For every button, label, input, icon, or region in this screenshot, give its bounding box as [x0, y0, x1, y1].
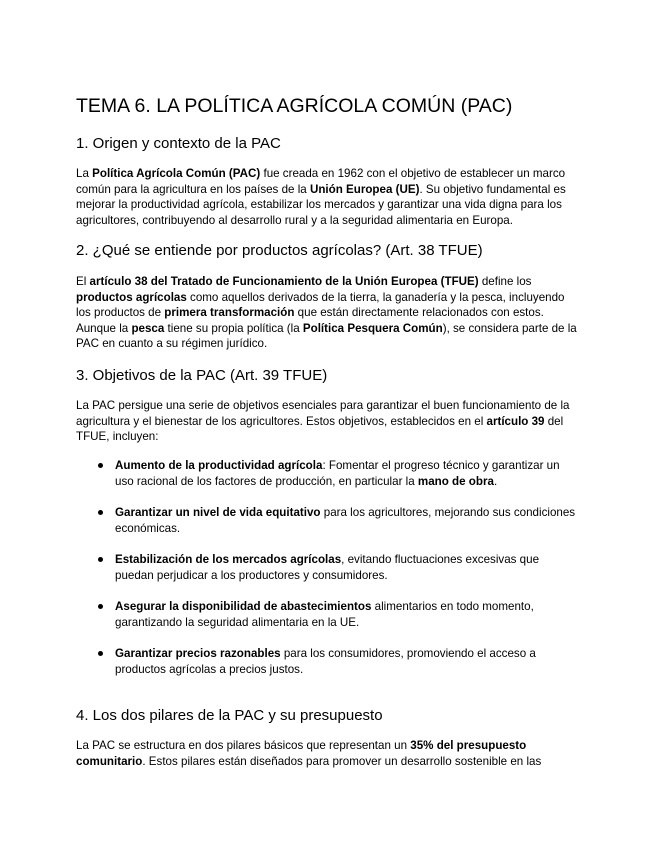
list-item-text	[115, 552, 577, 583]
list-item-text	[115, 505, 577, 536]
text-run: alimentarios en todo momento, garantizando la seguridad alimentaria en la UE.	[115, 600, 534, 629]
page-title: TEMA 6. LA POLÍTICA AGRÍCOLA COMÚN (PAC)	[76, 95, 513, 117]
bold-text-run: artículo 38 del Tratado de Funcionamiento de la Unión Europea (TFUE)	[89, 275, 479, 288]
section-heading-productos: 2. ¿Qué se entiende por productos agrícolas? (Art. 38 TFUE)	[76, 242, 483, 259]
bold-text-run: Unión Europea (UE)	[309, 182, 420, 196]
text-run: : Fomentar el progreso técnico y garantizar un uso racional de los factores de producción, en particular la	[115, 459, 560, 488]
section-heading-origen: 1. Origen y contexto de la PAC	[76, 135, 281, 152]
bullet-icon	[98, 604, 103, 609]
bold-text-run: Garantizar un nivel de vida equitativo	[115, 506, 321, 519]
section-paragraph-productos	[76, 274, 581, 352]
bold-text-run: mano de obra	[417, 474, 494, 488]
text-run: . Su objetivo fundamental es mejorar la productividad agrícola, estabilizar los mercados y garantizar una vida digna para los agricultores, contribuyendo al desarrollo rural y a la seguridad alimentaria en Europa.	[76, 182, 566, 227]
bold-text-run: Garantizar precios razonables	[115, 647, 281, 660]
text-run: , evitando fluctuaciones excesivas que puedan perjudicar a los productores y consumidores.	[115, 553, 540, 582]
text-run: El	[76, 275, 90, 288]
text-run: define los	[478, 275, 532, 288]
section-paragraph-origen	[76, 166, 581, 228]
text-run: para los consumidores, promoviendo el acceso a productos agrícolas a precios justos.	[115, 647, 536, 676]
text-run: La PAC se estructura en dos pilares básicos que representan un	[76, 739, 411, 752]
bold-text-run: Estabilización de los mercados agrícolas	[115, 553, 342, 566]
list-item-text	[115, 646, 577, 677]
text-run: tiene su propia política (la	[164, 321, 303, 335]
bold-text-run: artículo 39	[486, 414, 545, 428]
text-run: ), se considera parte de la PAC en cuanto a su régimen jurídico.	[76, 321, 577, 351]
bullet-icon	[98, 510, 103, 515]
section-heading-objetivos: 3. Objetivos de la PAC (Art. 39 TFUE)	[76, 367, 328, 384]
bold-text-run: 35% del presupuesto comunitario	[76, 739, 527, 768]
list-item-text	[115, 458, 577, 489]
list-item-text	[115, 599, 577, 630]
bold-text-run: Asegurar la disponibilidad de abastecimientos	[115, 600, 372, 613]
text-run: que están directamente relacionados con estos. Aunque la	[76, 306, 544, 335]
text-run: La	[76, 167, 93, 180]
text-run: . Estos pilares están diseñados para promover un desarrollo sostenible en las	[142, 754, 542, 768]
text-run: .	[493, 474, 498, 488]
bold-text-run: pesca	[131, 321, 165, 335]
bold-text-run: Política Pesquera Común	[302, 321, 443, 335]
bold-text-run: primera transformación	[164, 306, 295, 320]
section-paragraph-objetivos	[76, 398, 581, 445]
bullet-icon	[98, 463, 103, 468]
bullet-icon	[98, 557, 103, 562]
text-run: La PAC persigue una serie de objetivos esenciales para garantizar el buen funcionamiento de la agricultura y el bienestar de los agricultores. Estos objetivos, establecidos en el	[76, 399, 570, 428]
section-heading-pilares: 4. Los dos pilares de la PAC y su presupuesto	[76, 707, 383, 724]
section-paragraph-pilares	[76, 738, 581, 769]
text-run: para los agricultores, mejorando sus condiciones económicas.	[115, 506, 576, 535]
text-run: como aquellos derivados de la tierra, la ganadería y la pesca, incluyendo los productos de	[76, 290, 565, 320]
bold-text-run: productos agrícolas	[76, 290, 187, 304]
text-run: del TFUE, incluyen:	[76, 414, 564, 444]
bold-text-run: Aumento de la productividad agrícola	[115, 459, 323, 472]
bold-text-run: Política Agrícola Común (PAC)	[92, 167, 261, 180]
bullet-icon	[98, 651, 103, 656]
text-run: fue creada en 1962 con el objetivo de establecer un marco común para la agricultura en los países de la	[76, 167, 566, 196]
